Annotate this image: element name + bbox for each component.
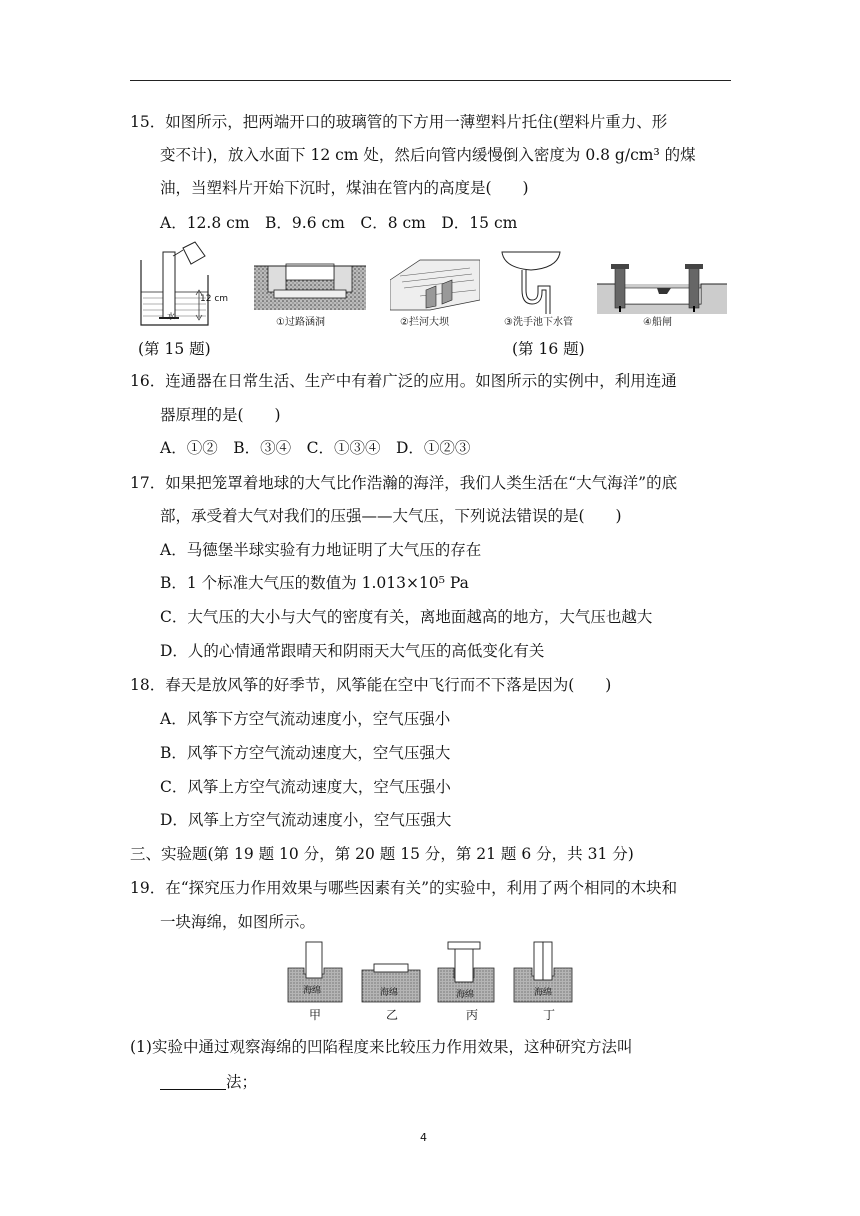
q15-caption: (第 15 题) bbox=[138, 340, 211, 358]
q17-option-a: A．马德堡半球实验有力地证明了大气压的存在 bbox=[160, 541, 482, 559]
q16-fig-label-3: ③洗手池下水管 bbox=[504, 317, 573, 328]
q18-option-c: C．风筝上方空气流动速度大，空气压强小 bbox=[160, 778, 451, 796]
q16-figure-dam bbox=[390, 250, 480, 314]
q15-line1: 15．如图所示，把两端开口的玻璃管的下方用一薄塑料片托住(塑料片重力、形 bbox=[130, 113, 668, 131]
q16-figure-ship-lock bbox=[597, 260, 727, 314]
q19-sponge-label-2: 海绵 bbox=[380, 988, 399, 998]
q15-water-label: 水 bbox=[167, 312, 175, 321]
q17-option-c: C．大气压的大小与大气的密度有关，离地面越高的地方，大气压也越大 bbox=[160, 608, 653, 626]
q17-option-d: D．人的心情通常跟晴天和阴雨天大气压的高低变化有关 bbox=[160, 642, 545, 660]
q19-sub1-line2 bbox=[160, 1072, 257, 1092]
q16-caption: (第 16 题) bbox=[512, 340, 585, 358]
q19-figure bbox=[284, 940, 579, 1024]
q16-options: A．①② B．③④ C．①③④ D．①②③ bbox=[160, 439, 471, 457]
section-3-heading: 三、实验题(第 19 题 10 分，第 20 题 15 分，第 21 题 6 分，共 31 分) bbox=[130, 845, 634, 863]
q16-figure-culvert bbox=[254, 252, 366, 314]
q18-option-d: D．风筝上方空气流动速度小，空气压强大 bbox=[160, 811, 452, 829]
q18-line1: 18．春天是放风筝的好季节，风筝能在空中飞行而不下落是因为( ) bbox=[130, 676, 612, 694]
q16-fig-label-1: ①过路涵洞 bbox=[276, 317, 325, 328]
q17-line1: 17．如果把笼罩着地球的大气比作浩瀚的海洋，我们人类生活在“大气海洋”的底 bbox=[130, 474, 678, 492]
q19-sponge-label-1: 海绵 bbox=[303, 986, 322, 996]
q15-figure bbox=[133, 240, 233, 330]
q15-depth-label: 12 cm bbox=[200, 294, 229, 304]
q16-fig-label-2: ②拦河大坝 bbox=[400, 317, 449, 328]
q19-panel-label-4: 丁 bbox=[543, 1008, 556, 1022]
answer-blank[interactable] bbox=[160, 1073, 226, 1090]
header-rule bbox=[130, 80, 731, 81]
q19-sub1-line1: (1)实验中通过观察海绵的凹陷程度来比较压力作用效果，这种研究方法叫 bbox=[130, 1038, 633, 1056]
q16-line1: 16．连通器在日常生活、生产中有着广泛的应用。如图所示的实例中，利用连通 bbox=[130, 372, 677, 390]
q18-option-a: A．风筝下方空气流动速度小，空气压强小 bbox=[160, 710, 451, 728]
q15-line2: 变不计)，放入水面下 12 cm 处，然后向管内缓慢倒入密度为 0.8 g/cm³ 的煤 bbox=[160, 146, 696, 164]
q19-line1: 19．在“探究压力作用效果与哪些因素有关”的实验中，利用了两个相同的木块和 bbox=[130, 879, 678, 897]
q19-sponge-label-3: 海绵 bbox=[456, 990, 475, 1000]
q18-option-b: B．风筝下方空气流动速度大，空气压强大 bbox=[160, 744, 451, 762]
q16-line2: 器原理的是( ) bbox=[160, 406, 281, 424]
q15-line3: 油，当塑料片开始下沉时，煤油在管内的高度是( ) bbox=[160, 179, 529, 197]
q19-panel-label-2: 乙 bbox=[386, 1008, 399, 1022]
q19-panel-label-3: 丙 bbox=[466, 1008, 479, 1022]
q15-options: A．12.8 cm B．9.6 cm C．8 cm D．15 cm bbox=[160, 214, 518, 232]
q19-line2: 一块海绵，如图所示。 bbox=[160, 913, 316, 931]
q19-panel-label-1: 甲 bbox=[309, 1008, 322, 1022]
q19-sub1-suffix: 法； bbox=[226, 1073, 258, 1091]
q17-option-b: B．1 个标准大气压的数值为 1.013×10⁵ Pa bbox=[160, 574, 469, 592]
q17-line2: 部，承受着大气对我们的压强——大气压，下列说法错误的是( ) bbox=[160, 507, 622, 525]
q16-figure-drainpipe bbox=[500, 248, 562, 314]
q16-fig-label-4: ④船闸 bbox=[643, 317, 672, 328]
page-number: 4 bbox=[420, 1131, 427, 1144]
q19-sponge-label-4: 海绵 bbox=[534, 988, 553, 998]
